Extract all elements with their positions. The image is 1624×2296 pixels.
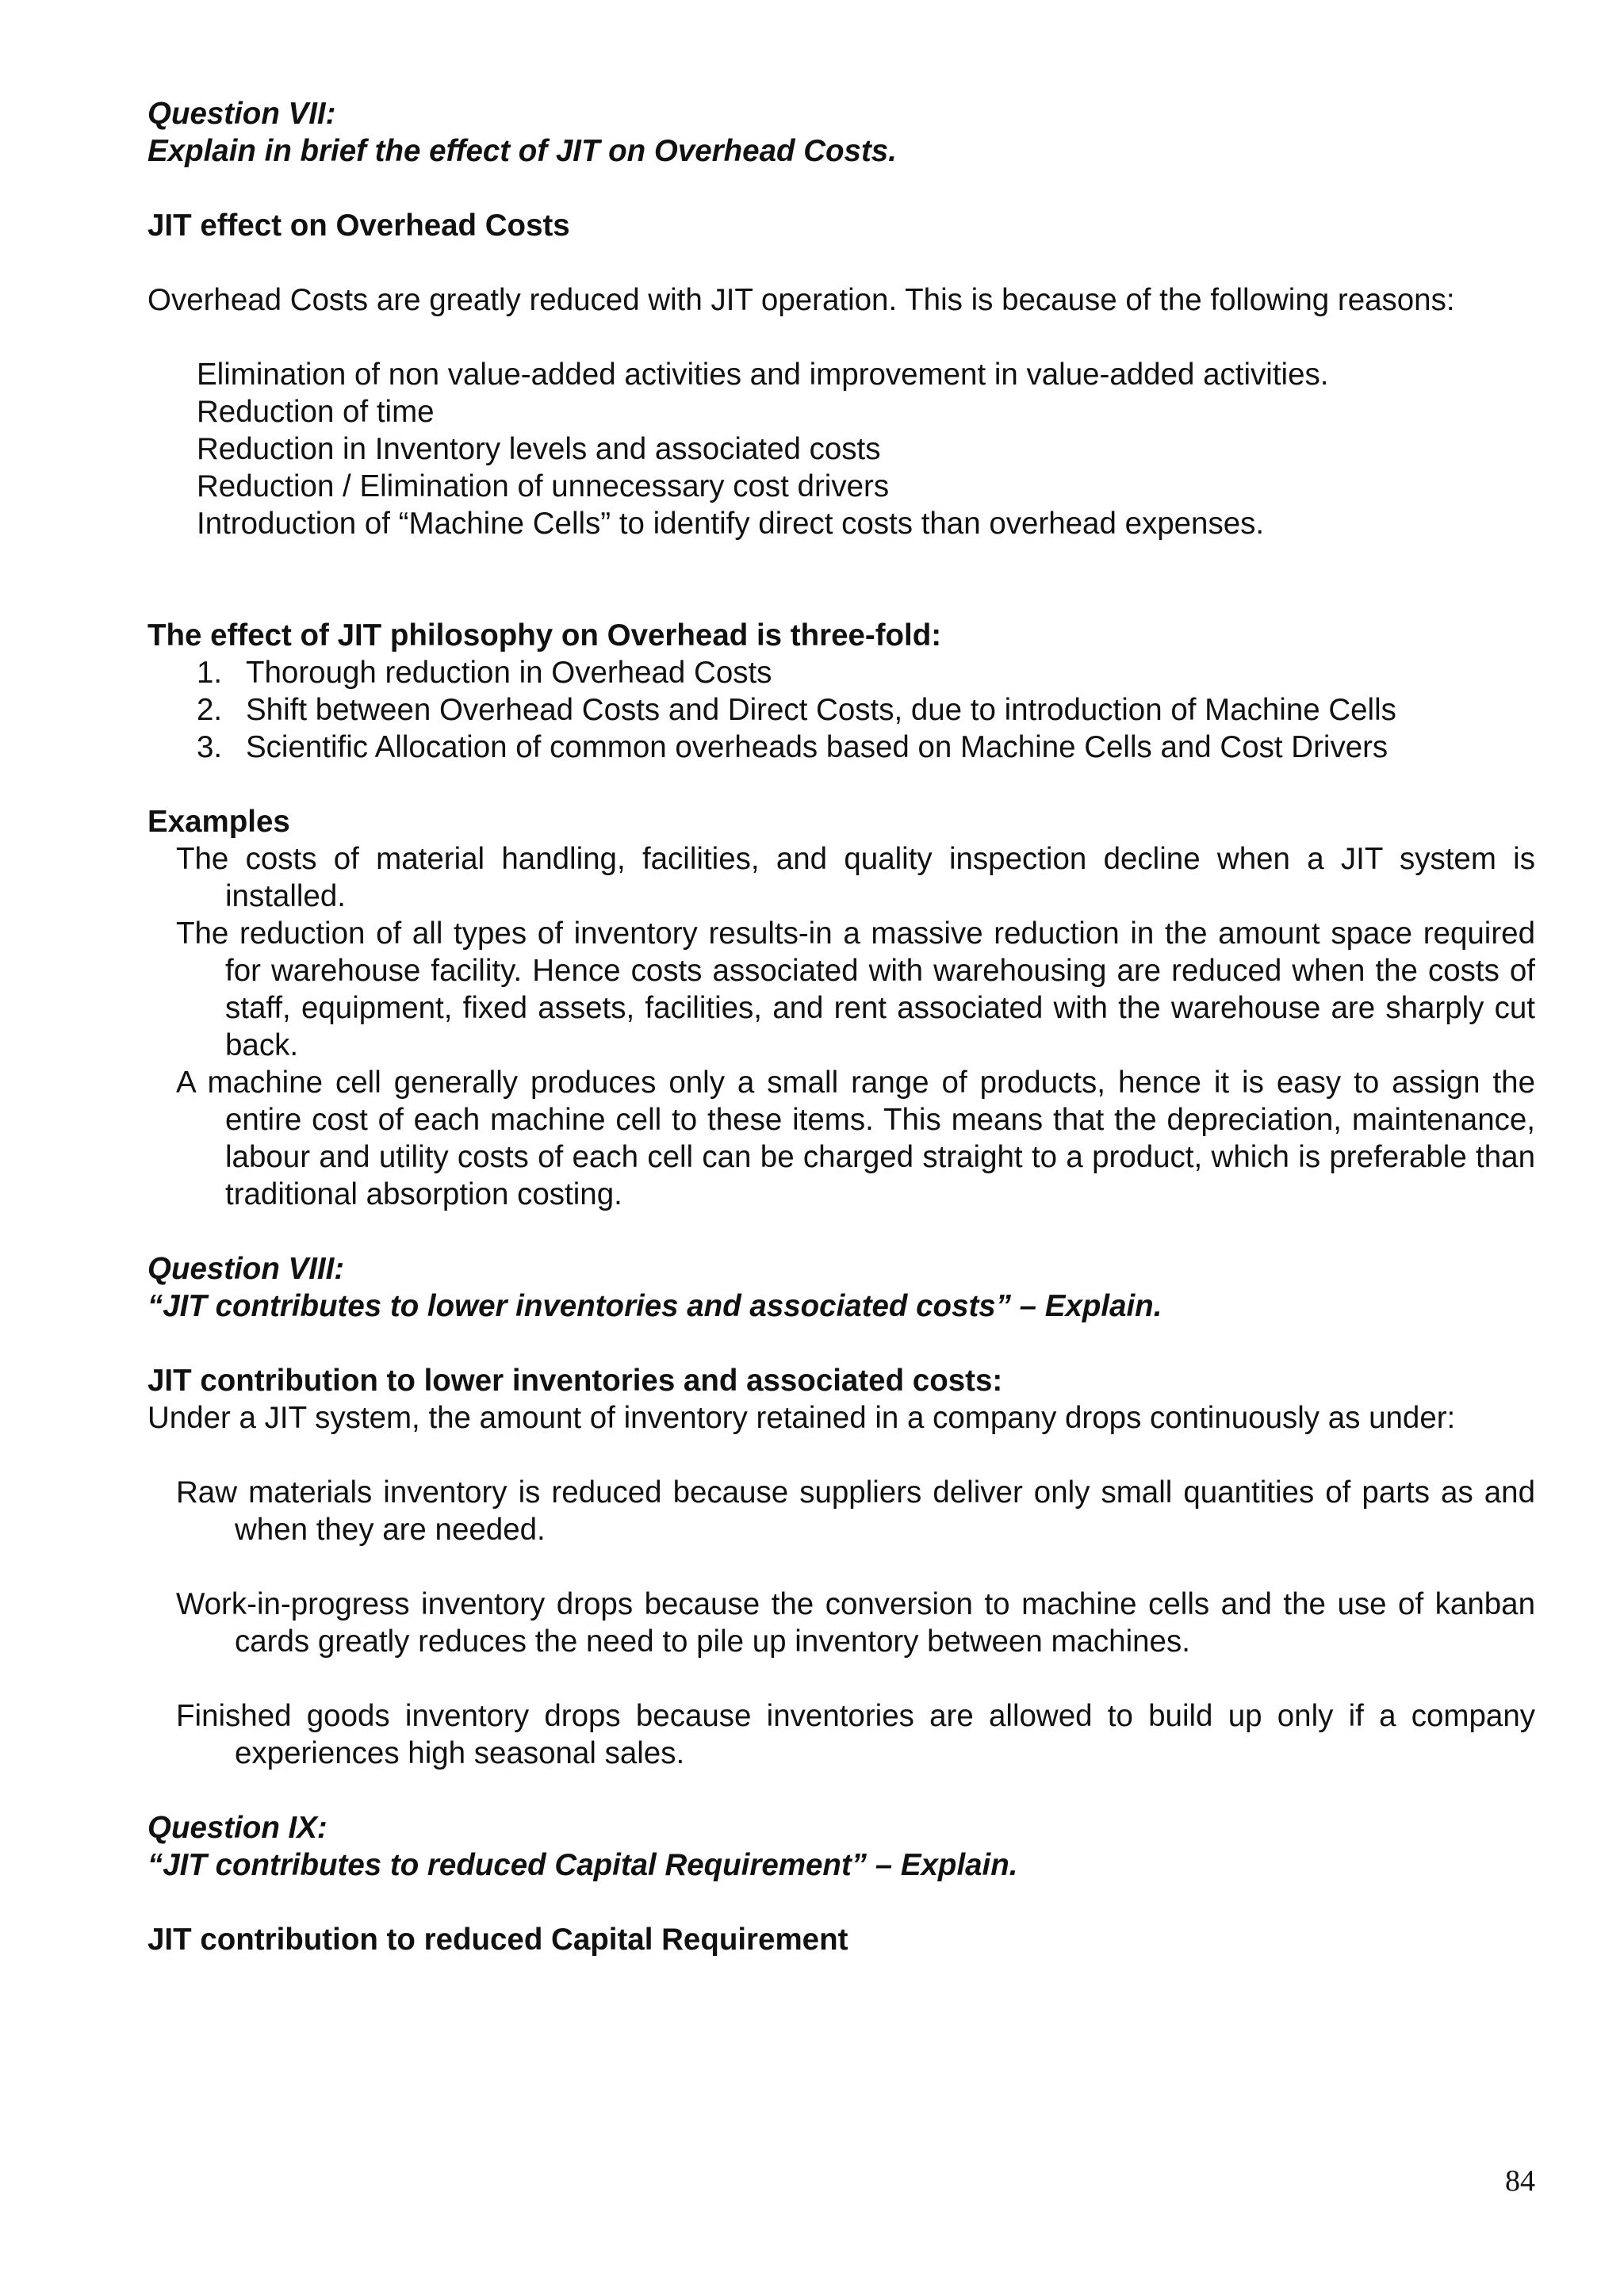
list-number: 1. [197,656,223,690]
q7-intro: Overhead Costs are greatly reduced with JIT operation. This is because of the following reasons: [147,283,1455,317]
list-number: 2. [197,693,223,727]
question-8-text: “JIT contributes to lower inventories and associated costs” – Explain. [147,1289,1162,1323]
threefold-heading: The effect of JIT philosophy on Overhead is three-fold: [147,618,942,652]
reasons-list [147,356,1535,542]
examples-heading: Examples [147,805,290,839]
threefold-list [147,654,1535,766]
example-item: The costs of material handling, facilities, and quality inspection decline when a JIT system is installed. [176,842,1535,913]
example-item: A machine cell generally produces only a small range of products, hence it is easy to assign the entire cost of each machine cell to these items. This means that the depreciation, maintenance, labour and utility costs of each cell can be charged straight to a product, which is preferable than traditional absorption costing. [176,1066,1535,1211]
list-text: Shift between Overhead Costs and Direct Costs, due to introduction of Machine Cells [246,693,1396,727]
list-item [147,729,1535,766]
inventory-item: Work-in-progress inventory drops because the conversion to machine cells and the use of kanban cards greatly reduces the need to pile up inventory between machines. [176,1587,1535,1659]
example-item: The reduction of all types of inventory results-in a massive reduction in the amount space required for warehouse facility. Hence costs associated with warehousing are reduced when the costs of staff, equipment, fixed assets, facilities, and rent associated with the warehouse are sharply cut back. [176,916,1535,1062]
q7-heading: JIT effect on Overhead Costs [147,209,570,243]
list-text: Thorough reduction in Overhead Costs [246,656,772,690]
list-item: Reduction / Elimination of unnecessary cost drivers [197,469,890,503]
inventory-item: Raw materials inventory is reduced because suppliers deliver only small quantities of parts as and when they are needed. [176,1475,1535,1547]
inventory-item: Finished goods inventory drops because inventories are allowed to build up only if a company experiences high seasonal sales. [176,1699,1535,1770]
list-item [147,691,1535,729]
list-text: Scientific Allocation of common overheads based on Machine Cells and Cost Drivers [246,730,1388,764]
page-content [147,95,1535,1958]
list-item: Reduction of time [197,395,435,429]
question-9-label: Question IX: [147,1811,327,1845]
list-item: Introduction of “Machine Cells” to identify direct costs than overhead expenses. [197,507,1265,541]
question-9-text: “JIT contributes to reduced Capital Requirement” – Explain. [147,1848,1018,1882]
list-item: Reduction in Inventory levels and associated costs [197,432,881,466]
list-item [147,654,1535,691]
q8-intro: Under a JIT system, the amount of inventory retained in a company drops continuously as under: [147,1401,1456,1435]
q9-heading: JIT contribution to reduced Capital Requirement [147,1923,848,1957]
page-number: 84 [1505,2164,1535,2198]
list-number: 3. [197,730,223,764]
q8-heading: JIT contribution to lower inventories and associated costs: [147,1364,1003,1398]
question-8-label: Question VIII: [147,1252,345,1286]
question-7-text: Explain in brief the effect of JIT on Overhead Costs. [147,134,897,168]
question-7-label: Question VII: [147,97,336,131]
list-item: Elimination of non value-added activities and improvement in value-added activities. [197,358,1329,392]
